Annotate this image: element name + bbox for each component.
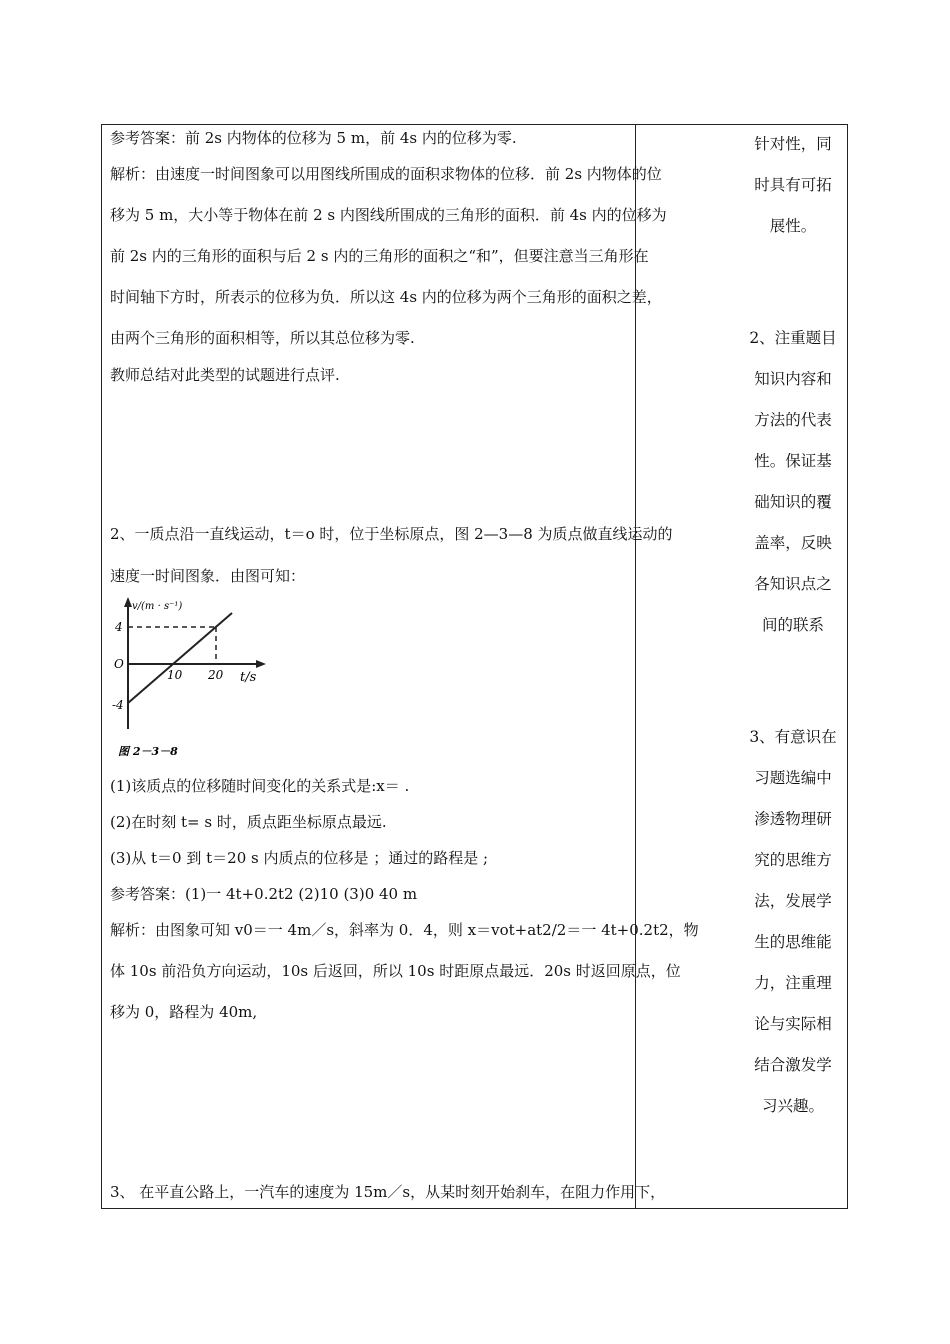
side-note-line: 各知识点之 bbox=[754, 575, 832, 593]
text-line: 前 2s 内的三角形的面积与后 2 s 内的三角形的面积之“和”，但要注意当三角形在 bbox=[110, 247, 649, 265]
text-line: 移为 5 m，大小等于物体在前 2 s 内图线所围成的三角形的面积．前 4s 内的位移为 bbox=[110, 206, 667, 224]
side-note-line: 针对性，同 bbox=[754, 135, 832, 153]
text-line: 速度一时间图象．由图可知： bbox=[110, 567, 306, 585]
side-note-line: 3、有意识在 bbox=[749, 728, 837, 746]
side-note-line: 究的思维方 bbox=[754, 851, 832, 869]
text-line: 参考答案：前 2s 内物体的位移为 5 m，前 4s 内的位移为零. bbox=[110, 129, 517, 147]
text-line: 2、一质点沿一直线运动，t＝o 时，位于坐标原点，图 2—3—8 为质点做直线运动的 bbox=[110, 525, 673, 543]
side-note-line: 习题选编中 bbox=[754, 769, 832, 787]
velocity-time-graph bbox=[110, 597, 270, 759]
side-note-line: 生的思维能 bbox=[754, 933, 832, 951]
side-note-line: 知识内容和 bbox=[754, 370, 832, 388]
question-blank-1: (1)该质点的位移随时间变化的关系式是:x＝ . bbox=[110, 777, 410, 795]
text-line: 教师总结对此类型的试题进行点评. bbox=[110, 366, 340, 384]
question-blank-3: (3)从 t＝0 到 t＝20 s 内质点的位移是 ；通过的路程是 ; bbox=[110, 849, 489, 867]
x-tick-10: 10 bbox=[167, 668, 183, 682]
question-blank-2: (2)在时刻 t= s 时，质点距坐标原点最远. bbox=[110, 813, 387, 831]
side-note-line: 力，注重理 bbox=[754, 974, 832, 992]
side-note-line: 展性。 bbox=[769, 217, 817, 235]
side-note-line: 盖率，反映 bbox=[754, 534, 832, 552]
side-note-line: 论与实际相 bbox=[754, 1015, 832, 1033]
text-line: 3、 在平直公路上，一汽车的速度为 15m／s，从某时刻开始刹车，在阻力作用下， bbox=[110, 1183, 666, 1201]
text-line: 由两个三角形的面积相等，所以其总位移为零. bbox=[110, 329, 415, 347]
text-line: 移为 0，路程为 40m, bbox=[110, 1003, 258, 1021]
y-tick-negative: -4 bbox=[112, 698, 124, 712]
side-note-line: 法，发展学 bbox=[754, 892, 832, 910]
text-line: 解析：由图象可知 v0＝一 4m／s，斜率为 0．4，则 x＝vot+at2/2＝一 4t+0.2t2，物 bbox=[110, 921, 699, 939]
y-tick-positive: 4 bbox=[115, 620, 123, 634]
side-note-line: 渗透物理研 bbox=[754, 810, 832, 828]
text-line: 解析：由速度一时间图象可以用图线所围成的面积求物体的位移．前 2s 内物体的位 bbox=[110, 165, 662, 183]
answer-line: 参考答案：(1)一 4t+0.2t2 (2)10 (3)0 40 m bbox=[110, 885, 418, 903]
origin-label: O bbox=[114, 657, 124, 671]
y-axis-label: v/(m · s⁻¹) bbox=[132, 601, 183, 612]
figure-caption: 图 2－3－8 bbox=[118, 745, 178, 758]
side-note-line: 习兴趣。 bbox=[761, 1097, 824, 1115]
side-note-line: 时具有可拓 bbox=[754, 176, 832, 194]
text-line: 体 10s 前沿负方向运动，10s 后返回，所以 10s 时距原点最远．20s 时返回原点，位 bbox=[110, 962, 681, 980]
side-note-line: 2、注重题目 bbox=[749, 329, 837, 347]
y-axis-arrow bbox=[124, 597, 132, 607]
side-note-line: 间的联系 bbox=[761, 616, 824, 634]
side-note-line: 础知识的覆 bbox=[754, 493, 832, 511]
text-line: 时间轴下方时，所表示的位移为负．所以这 4s 内的位移为两个三角形的面积之差， bbox=[110, 288, 662, 306]
x-axis-label: t/s bbox=[240, 670, 257, 685]
side-note-line: 结合激发学 bbox=[754, 1056, 832, 1074]
side-note-line: 性。保证基 bbox=[754, 452, 832, 470]
x-axis-arrow bbox=[256, 660, 266, 668]
side-note-line: 方法的代表 bbox=[754, 411, 832, 429]
x-tick-20: 20 bbox=[208, 668, 224, 682]
